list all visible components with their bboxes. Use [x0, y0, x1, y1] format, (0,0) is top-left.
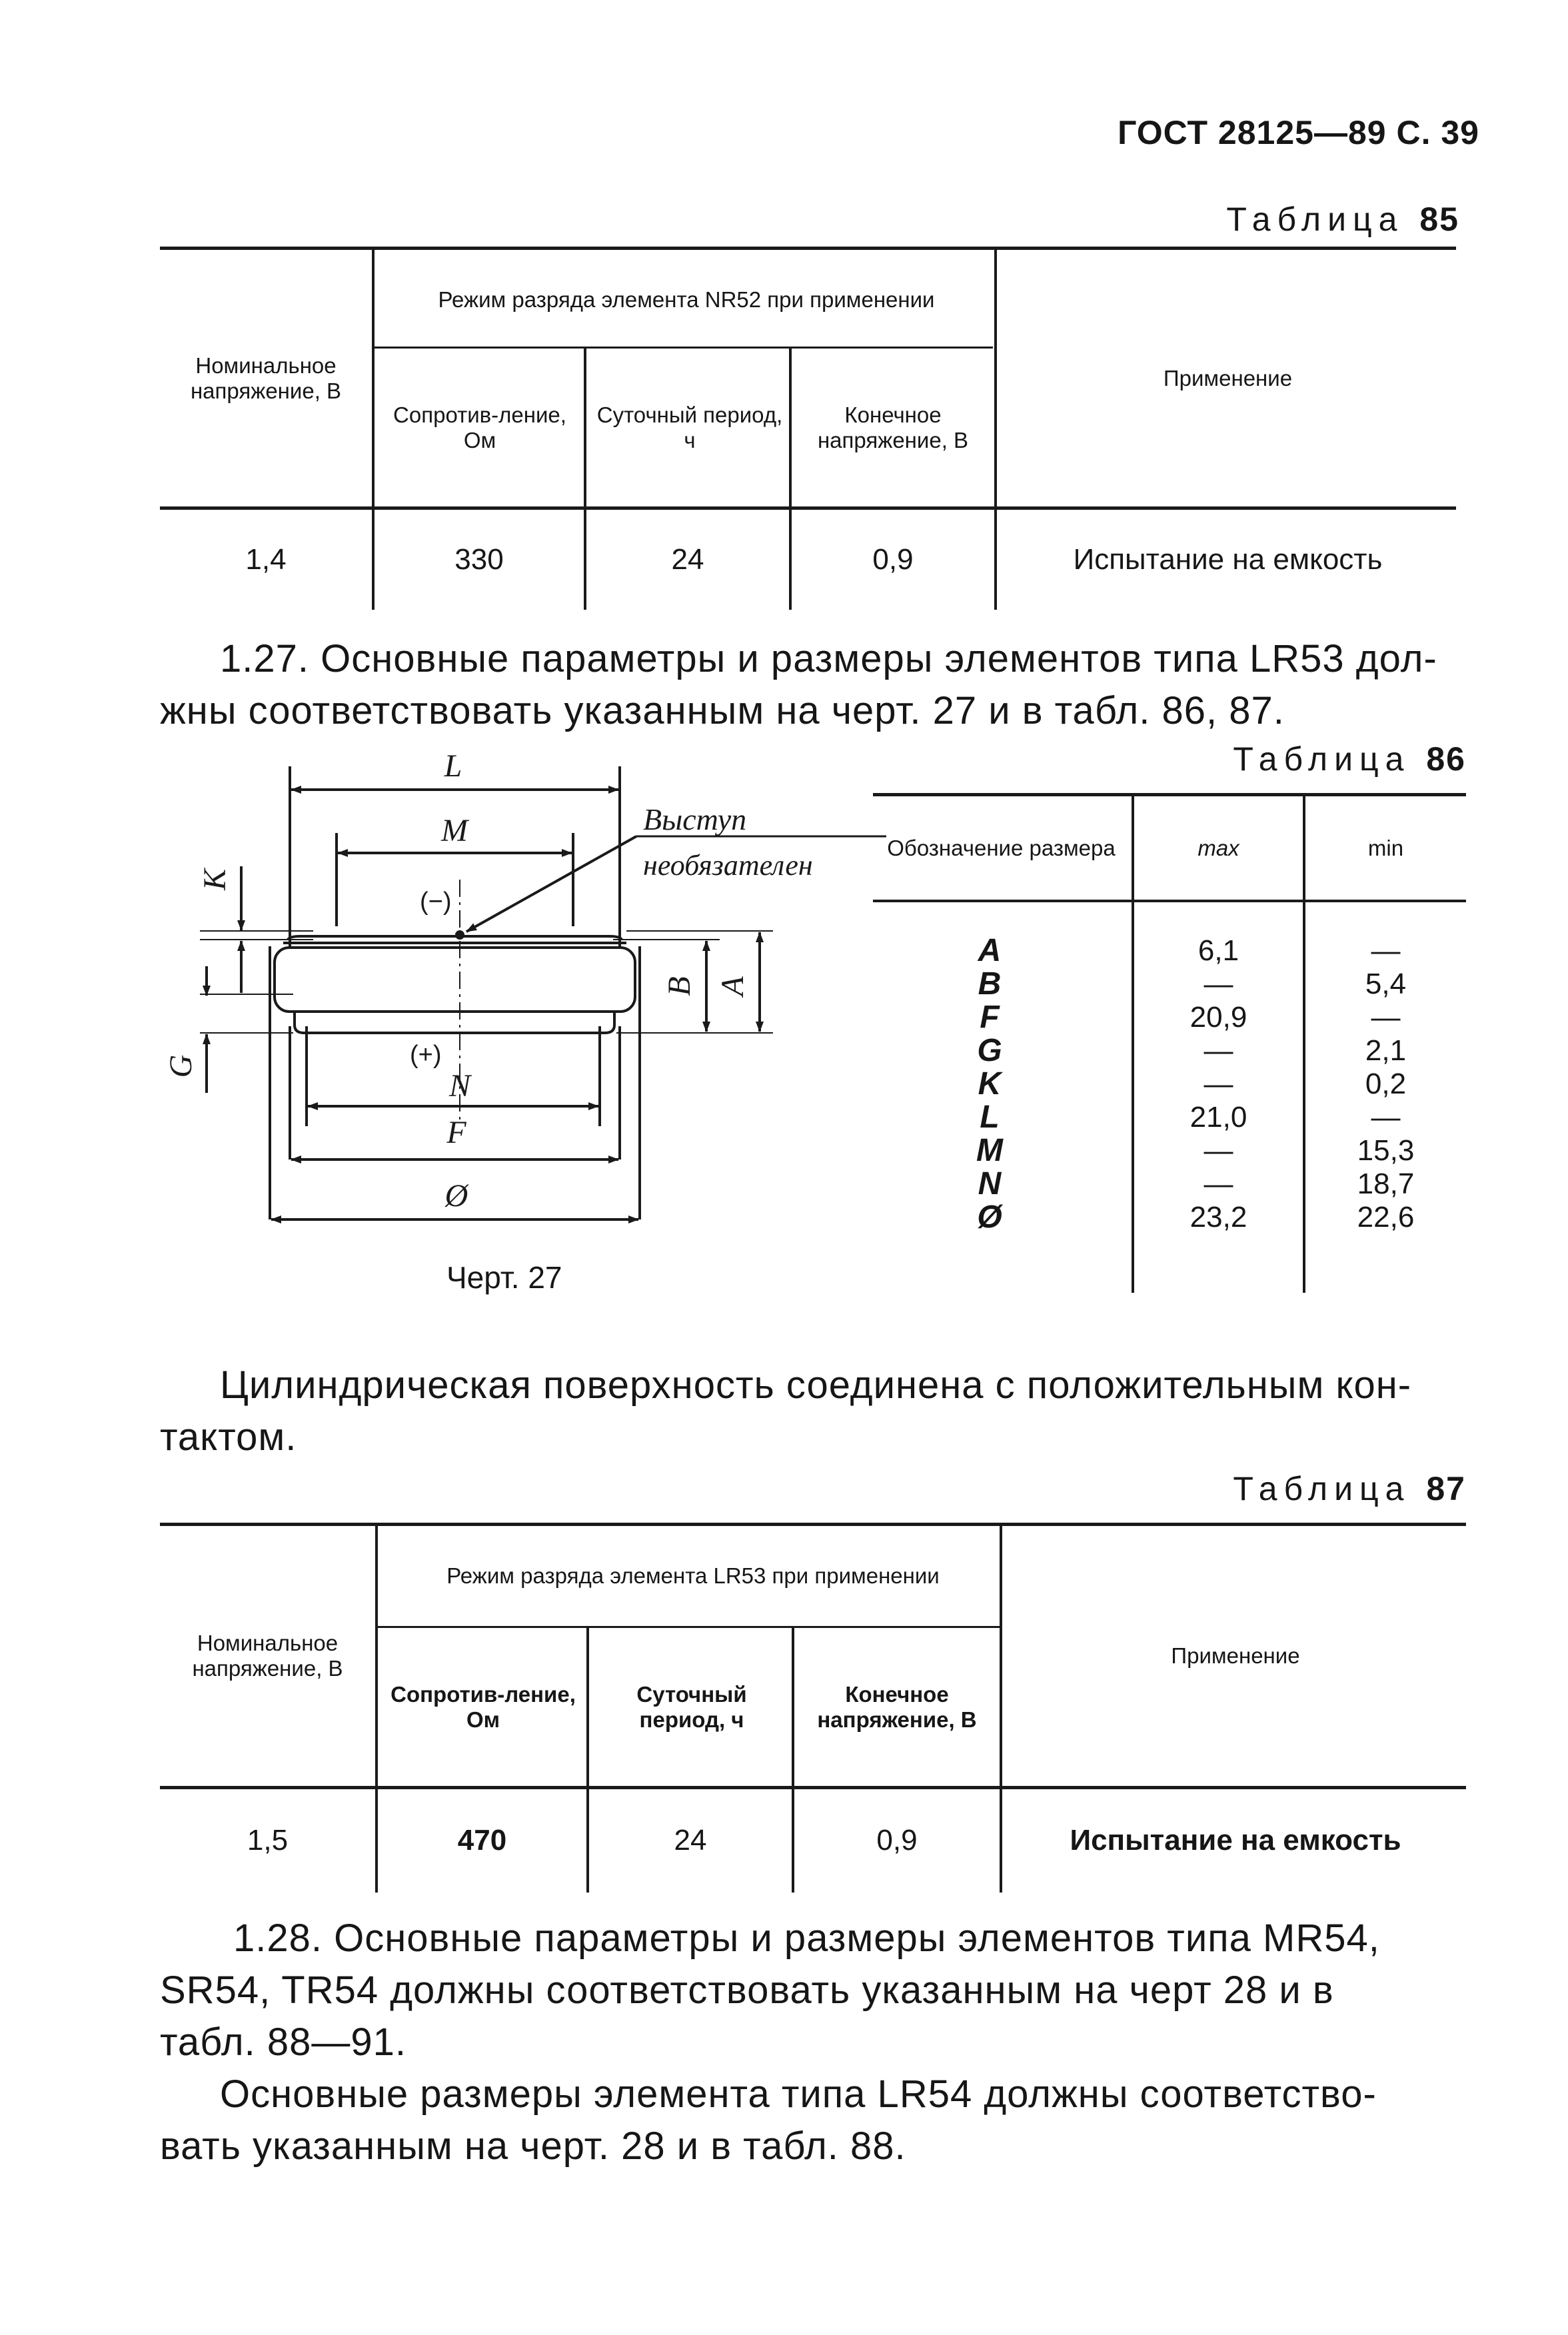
column-max-values [1134, 934, 1303, 1234]
table86-cell-max: 6,1 [1197, 934, 1239, 967]
cell-period: 24 [674, 1824, 707, 1857]
col-header-resistance: Сопротив-ление, Ом [393, 402, 566, 452]
table-87-caption [1000, 1469, 1466, 1508]
drawing-27 [147, 746, 886, 1279]
table86-cell-dim: G [977, 1033, 1002, 1068]
polarity-plus: (+) [410, 1041, 442, 1069]
paragraph-1-28-line1: 1.28. Основные параметры и размеры элементов типа MR54, [233, 1917, 1380, 1960]
table86-cell-max: — [1203, 1068, 1233, 1100]
col-header-application: Применение [1171, 1643, 1300, 1669]
paragraph-1-28-line3: табл. 88—91. [160, 2020, 406, 2064]
col-header-discharge-mode: Режим разряда элемента LR53 при применении [446, 1563, 940, 1589]
dim-label-A: A [715, 976, 750, 996]
dim-label-L: L [444, 748, 462, 784]
column-min-values [1305, 934, 1466, 1234]
paragraph-1-27-line1: 1.27. Основные параметры и размеры элементов типа LR53 дол- [220, 637, 1437, 680]
table86-cell-min: 2,1 [1365, 1034, 1407, 1067]
table86-cell-min: 15,3 [1357, 1134, 1415, 1167]
table86-cell-dim: M [976, 1133, 1003, 1168]
cell-resistance: 470 [457, 1824, 507, 1857]
table86-cell-min: — [1371, 1001, 1401, 1034]
col-header-period: Суточный период, ч [596, 402, 783, 452]
table86-cell-min: 0,2 [1365, 1068, 1407, 1100]
page-header: ГОСТ 28125—89 С. 39 [1118, 114, 1479, 151]
table86-cell-dim: B [978, 966, 1002, 1002]
cell-period: 24 [671, 542, 704, 576]
col-header-final-voltage: Конечное напряжение, В [817, 402, 969, 452]
table-caption-number: 87 [1426, 1470, 1466, 1507]
column-designation-values [946, 934, 1033, 1234]
table86-cell-dim: Ø [977, 1199, 1002, 1235]
table-caption-number: 86 [1426, 740, 1466, 778]
cell-resistance: 330 [454, 542, 504, 576]
polarity-minus: (−) [420, 888, 452, 916]
table86-cell-max: — [1203, 968, 1233, 1000]
table86-cell-max: — [1203, 1134, 1233, 1167]
cell-application: Испытание на емкость [1070, 1824, 1401, 1857]
table86-cell-min: — [1371, 934, 1401, 967]
table86-cell-max: — [1203, 1034, 1233, 1067]
col-header-designation: Обозначение размера [887, 835, 1116, 860]
table86-cell-max: 21,0 [1189, 1101, 1247, 1134]
paragraph-1-27-line2: жны соответствовать указанным на черт. 27 и в табл. 86, 87. [160, 689, 1285, 732]
table86-cell-min: 18,7 [1357, 1168, 1415, 1200]
col-header-resistance: Сопротив-ление, Ом [391, 1681, 576, 1732]
table-86-caption [1000, 740, 1466, 778]
dim-label-diameter: Ø [444, 1178, 468, 1213]
paragraph-lr54-line2: вать указанным на черт. 28 и в табл. 88. [160, 2124, 906, 2168]
col-header-final-voltage: Конечное напряжение, В [817, 1681, 977, 1732]
col-header-period: Суточный период, ч [636, 1681, 747, 1732]
cell-final-voltage: 0,9 [872, 542, 914, 576]
col-header-discharge-mode: Режим разряда элемента NR52 при применении [438, 287, 935, 313]
table86-cell-dim: A [978, 933, 1002, 968]
col-header-min: min [1367, 835, 1404, 860]
paragraph-cylindrical-line1: Цилиндрическая поверхность соединена с положительным кон- [220, 1363, 1412, 1407]
table86-cell-max: 20,9 [1189, 1001, 1247, 1034]
table86-cell-dim: F [980, 1000, 1000, 1035]
table-caption-word: Таблица [1233, 1470, 1411, 1507]
table-caption-number: 85 [1419, 201, 1459, 238]
col-header-voltage: Номинальное напряжение, В [190, 353, 342, 403]
table-caption-word: Таблица [1226, 201, 1404, 238]
table-85-caption [1000, 200, 1459, 239]
dim-label-B: B [662, 976, 697, 996]
dim-label-K: K [197, 868, 233, 891]
table86-cell-max: 23,2 [1189, 1201, 1247, 1233]
note-protrusion-line1: Выступ [643, 802, 747, 836]
dim-label-N: N [448, 1068, 471, 1104]
col-header-application: Применение [1163, 365, 1293, 390]
dim-label-F: F [446, 1115, 466, 1150]
paragraph-lr54-line1: Основные размеры элемента типа LR54 должны соответство- [220, 2072, 1377, 2116]
dim-label-M: M [441, 813, 468, 848]
col-header-max: max [1197, 835, 1239, 860]
paragraph-cylindrical-line2: тактом. [160, 1415, 297, 1459]
cell-voltage: 1,4 [245, 542, 287, 576]
cell-final-voltage: 0,9 [876, 1824, 918, 1857]
table86-cell-dim: N [978, 1166, 1002, 1201]
note-protrusion-line2: необязателен [643, 849, 813, 882]
table86-cell-min: — [1371, 1101, 1401, 1134]
dim-label-G: G [163, 1054, 199, 1078]
table86-cell-min: 5,4 [1365, 968, 1407, 1000]
table-caption-word: Таблица [1233, 740, 1411, 778]
table86-cell-dim: K [978, 1066, 1002, 1102]
table86-cell-dim: L [980, 1100, 1000, 1135]
table86-cell-min: 22,6 [1357, 1201, 1415, 1233]
cell-voltage: 1,5 [247, 1824, 289, 1857]
paragraph-1-28-line2: SR54, TR54 должны соответствовать указанным на черт 28 и в [160, 1968, 1334, 2012]
table86-cell-max: — [1203, 1168, 1233, 1200]
cell-application: Испытание на емкость [1073, 542, 1383, 576]
drawing-caption: Черт. 27 [446, 1260, 562, 1295]
col-header-voltage: Номинальное напряжение, В [192, 1631, 343, 1681]
